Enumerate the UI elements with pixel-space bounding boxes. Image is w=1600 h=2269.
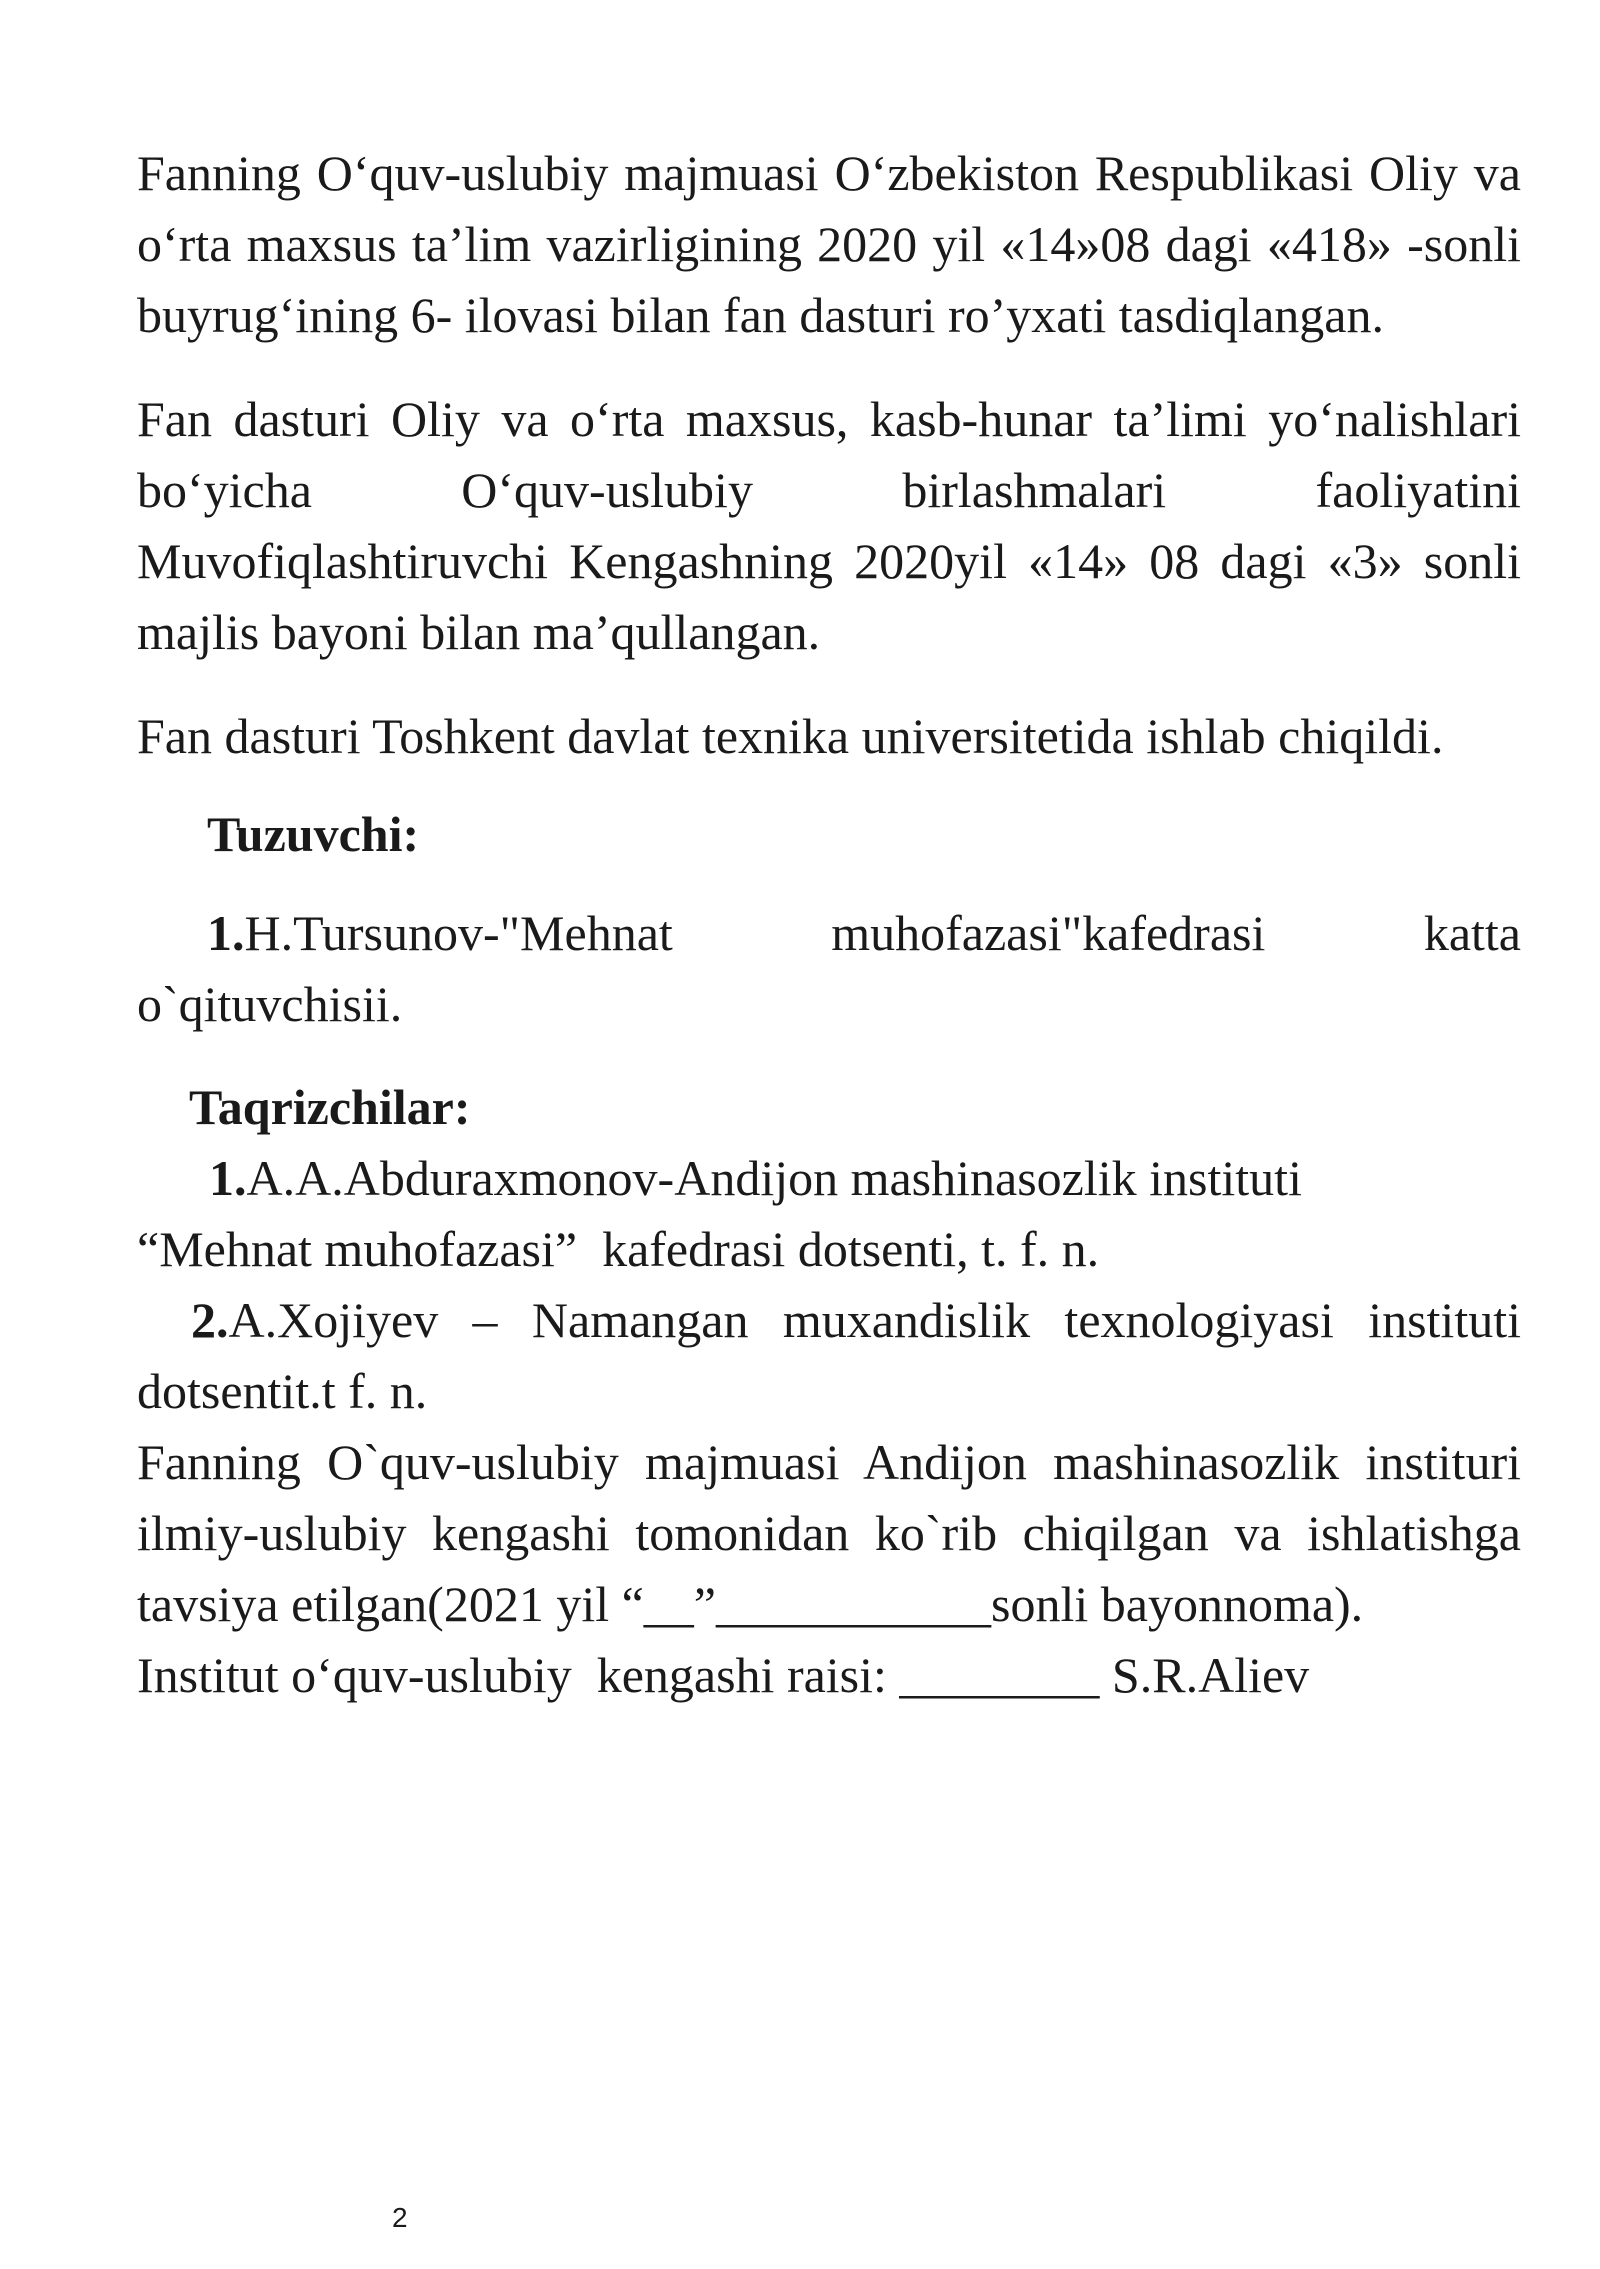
reviewer-second-number: 2. xyxy=(191,1292,229,1348)
page-number: 2 xyxy=(392,2202,408,2233)
compiler-entry-part1: H.Tursunov-"Mehnat xyxy=(244,905,673,961)
developed-paragraph: Fan dasturi Toshkent davlat texnika universitetida ishlab chiqildi. xyxy=(137,708,1444,764)
recommendation-paragraph: Fanning O`quv-uslubiy majmuasi Andijon mashinasozlik instituri ilmiy-uslubiy kengashi tomonidan ko`rib chiqilgan va ishlatishga tavsiya etilgan(2021 yil “__”___________sonli bayonnoma). xyxy=(137,1434,1521,1632)
compiler-entry-line2: o`qituvchisii. xyxy=(137,976,403,1032)
reviewers-heading: Taqrizchilar: xyxy=(189,1079,471,1135)
reviewer-first-line2: “Mehnat muhofazasi” kafedrasi dotsenti, t. f. n. xyxy=(137,1221,1100,1277)
compiler-entry-part3: katta xyxy=(1423,905,1521,961)
compiler-entry-number: 1. xyxy=(207,905,245,961)
chair-signature-line: Institut o‘quv-uslubiy kengashi raisi: ________ S.R.Aliev xyxy=(137,1647,1310,1703)
compiler-entry xyxy=(137,898,1521,1040)
compiler-entry-start xyxy=(207,898,673,969)
reviewer-second xyxy=(137,1285,1521,1427)
reviewer-first-text: A.A.Abduraxmonov-Andijon mashinasozlik instituti xyxy=(246,1150,1302,1206)
compiler-entry-part2: muhofazasi"kafedrasi xyxy=(831,905,1266,961)
compiler-entry-line1 xyxy=(137,898,1521,969)
reviewer-second-text: A.Xojiyev – Namangan muxandislik texnologiyasi instituti dotsentit.t f. n. xyxy=(137,1292,1521,1419)
council-paragraph: Fan dasturi Oliy va o‘rta maxsus, kasb-hunar ta’limi yo‘nalishlari bo‘yicha O‘quv-uslubiy birlashmalari faoliyatini Muvofiqlashtiruvchi Kengashning 2020yil «14» 08 dagi «3» sonli majlis bayoni bilan ma’qullangan. xyxy=(137,391,1521,660)
document-page xyxy=(137,138,1521,1711)
reviewer-first-line1 xyxy=(137,1143,1521,1214)
compiler-heading: Tuzuvchi: xyxy=(207,806,420,862)
reviewer-first-number: 1. xyxy=(209,1150,247,1206)
approval-paragraph: Fanning O‘quv-uslubiy majmuasi O‘zbekiston Respublikasi Oliy va o‘rta maxsus ta’lim vazirligining 2020 yil «14»08 dagi «418» -sonli buyrug‘ining 6- ilovasi bilan fan dasturi ro’yxati tasdiqlangan. xyxy=(137,145,1521,343)
